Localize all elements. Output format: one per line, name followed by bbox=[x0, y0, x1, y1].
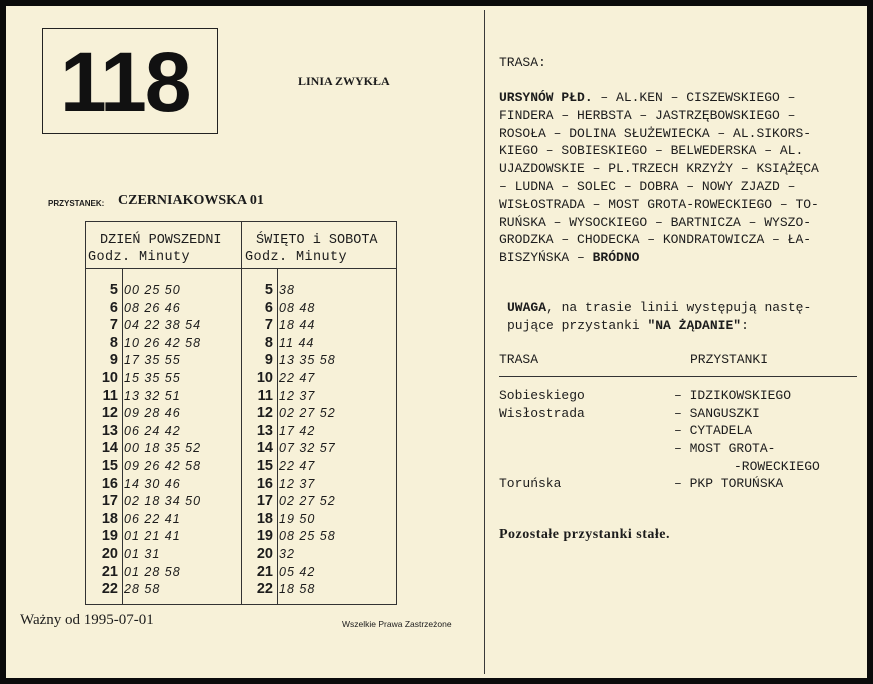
hour-cell: 16 bbox=[101, 475, 118, 492]
minutes-cell: 08 48 bbox=[279, 300, 316, 315]
request-route-item: Sobieskiego bbox=[499, 388, 585, 403]
minutes-cell: 12 37 bbox=[279, 388, 316, 403]
minutes-cell: 13 35 58 bbox=[279, 353, 336, 368]
hour-cell: 7 bbox=[109, 317, 118, 334]
minutes-cell: 18 44 bbox=[279, 318, 316, 333]
hour-cell: 17 bbox=[101, 493, 118, 510]
hour-cell: 19 bbox=[256, 528, 273, 545]
minutes-cell: 09 28 46 bbox=[124, 406, 181, 421]
minutes-cell: 14 30 46 bbox=[124, 476, 181, 491]
minutes-cell: 01 31 bbox=[124, 546, 161, 561]
hour-cell: 21 bbox=[256, 563, 273, 580]
line-number: 118 bbox=[60, 35, 190, 129]
minutes-cell: 07 32 57 bbox=[279, 441, 336, 456]
route-title: TRASA: bbox=[499, 55, 546, 70]
hour-cell: 14 bbox=[256, 440, 273, 457]
stop-name: CZERNIAKOWSKA 01 bbox=[118, 193, 264, 208]
hour-cell: 5 bbox=[264, 282, 273, 298]
hour-cell: 9 bbox=[109, 352, 118, 369]
minutes-cell: 00 18 35 52 bbox=[124, 441, 202, 456]
minutes-cell: 00 25 50 bbox=[124, 283, 181, 297]
minutes-cell: 38 bbox=[279, 283, 295, 297]
hour-cell: 22 bbox=[101, 581, 118, 598]
minutes-cell: 11 44 bbox=[279, 335, 315, 350]
request-header-line bbox=[499, 376, 857, 377]
weekday-title: DZIEŃ POWSZEDNI bbox=[100, 233, 222, 248]
minutes-cell: 22 47 bbox=[279, 370, 316, 385]
minutes-cell: 05 42 bbox=[279, 564, 316, 579]
minutes-cell: 10 26 42 58 bbox=[124, 335, 202, 350]
notice-line: UWAGA, na trasie linii występują nastę- bbox=[507, 300, 812, 315]
minutes-cell: 15 35 55 bbox=[124, 370, 181, 385]
hour-cell: 14 bbox=[101, 440, 118, 457]
minutes-cell: 04 22 38 54 bbox=[124, 318, 202, 333]
route-line: KIEGO – SOBIESKIEGO – BELWEDERSKA – AL. bbox=[499, 143, 804, 159]
minutes-cell: 02 18 34 50 bbox=[124, 494, 202, 509]
route-description bbox=[499, 89, 859, 267]
holiday-title: ŚWIĘTO i SOBOTA bbox=[256, 233, 378, 248]
minutes-cell: 01 21 41 bbox=[124, 529, 181, 544]
minutes-cell: 01 28 58 bbox=[124, 564, 181, 579]
route-line: RUŃSKA – WYSOCKIEGO – BARTNICZA – WYSZO- bbox=[499, 214, 812, 230]
minutes-cell: 08 26 46 bbox=[124, 300, 181, 315]
minutes-cell: 02 27 52 bbox=[279, 494, 336, 509]
stop-label: PRZYSTANEK: bbox=[48, 199, 105, 208]
hour-cell: 11 bbox=[102, 387, 118, 404]
weekday-hour-line bbox=[122, 269, 123, 605]
minutes-cell: 13 32 51 bbox=[124, 388, 181, 403]
timetable-table bbox=[85, 221, 397, 605]
minutes-cell: 28 58 bbox=[124, 582, 161, 597]
hour-cell: 18 bbox=[256, 510, 273, 527]
route-line: GRODZKA – CHODECKA – KONDRATOWICZA – ŁA- bbox=[499, 232, 812, 248]
table-header-line bbox=[86, 268, 396, 269]
hour-cell: 6 bbox=[109, 299, 118, 316]
rights-notice: Wszelkie Prawa Zastrzeżone bbox=[342, 619, 452, 629]
hour-cell: 6 bbox=[264, 299, 273, 316]
request-stop-item: – PKP TORUŃSKA bbox=[674, 476, 784, 491]
minutes-cell: 17 35 55 bbox=[124, 353, 181, 368]
holiday-hour-line bbox=[277, 269, 278, 605]
request-route-item: Wisłostrada bbox=[499, 406, 585, 421]
closing-note: Pozostałe przystanki stałe. bbox=[499, 527, 670, 542]
request-stops-header: PRZYSTANKI bbox=[690, 352, 769, 367]
hour-cell: 16 bbox=[256, 475, 273, 492]
hour-cell: 8 bbox=[109, 334, 118, 351]
hour-cell: 5 bbox=[109, 282, 118, 298]
minutes-cell: 12 37 bbox=[279, 476, 316, 491]
hour-cell: 21 bbox=[101, 563, 118, 580]
hour-cell: 19 bbox=[101, 528, 118, 545]
hour-cell: 11 bbox=[257, 387, 273, 404]
request-route-item: Toruńska bbox=[499, 476, 562, 491]
hour-cell: 10 bbox=[256, 369, 273, 386]
request-stop-item: – CYTADELA bbox=[674, 423, 753, 438]
valid-from: Ważny od 1995-07-01 bbox=[20, 612, 154, 628]
minutes-cell: 06 22 41 bbox=[124, 511, 181, 526]
hour-cell: 12 bbox=[101, 405, 118, 422]
hour-cell: 22 bbox=[256, 581, 273, 598]
request-stop-item: – IDZIKOWSKIEGO bbox=[674, 388, 792, 403]
minutes-cell: 06 24 42 bbox=[124, 423, 181, 438]
route-line: FINDERA – HERBSTA – JASTRZĘBOWSKIEGO – bbox=[499, 107, 796, 123]
hour-cell: 7 bbox=[264, 317, 273, 334]
minutes-cell: 09 26 42 58 bbox=[124, 458, 202, 473]
hour-cell: 12 bbox=[256, 405, 273, 422]
line-type: LINIA ZWYKŁA bbox=[298, 74, 390, 88]
request-stop-item: – SANGUSZKI bbox=[674, 406, 760, 421]
minutes-cell: 22 47 bbox=[279, 458, 316, 473]
holiday-subtitle: Godz. Minuty bbox=[245, 250, 348, 265]
minutes-cell: 32 bbox=[279, 546, 295, 561]
minutes-cell: 17 42 bbox=[279, 423, 316, 438]
route-line: URSYNÓW PŁD. – AL.KEN – CISZEWSKIEGO – bbox=[499, 90, 796, 105]
request-stop-item: -ROWECKIEGO bbox=[734, 459, 820, 474]
minutes-cell: 02 27 52 bbox=[279, 406, 336, 421]
route-line: – LUDNA – SOLEC – DOBRA – NOWY ZJAZD – bbox=[499, 178, 796, 194]
weekday-subtitle: Godz. Minuty bbox=[88, 250, 191, 265]
hour-cell: 20 bbox=[256, 545, 273, 562]
hour-cell: 13 bbox=[101, 422, 118, 439]
minutes-cell: 08 25 58 bbox=[279, 529, 336, 544]
route-line: UJAZDOWSKIE – PL.TRZECH KRZYŻY – KSIĄŻĘCA bbox=[499, 161, 819, 177]
route-line: WISŁOSTRADA – MOST GROTA-ROWECKIEGO – TO- bbox=[499, 196, 819, 212]
request-route-header: TRASA bbox=[499, 352, 539, 367]
hour-cell: 17 bbox=[256, 493, 273, 510]
hour-cell: 15 bbox=[101, 457, 118, 474]
route-line: ROSOŁA – DOLINA SŁUŻEWIECKA – AL.SIKORS- bbox=[499, 125, 812, 141]
hour-cell: 13 bbox=[256, 422, 273, 439]
hour-cell: 10 bbox=[101, 369, 118, 386]
request-stop-item: – MOST GROTA- bbox=[674, 441, 776, 456]
route-line: BISZYŃSKA – BRÓDNO bbox=[499, 250, 640, 266]
minutes-cell: 19 50 bbox=[279, 511, 316, 526]
minutes-cell: 18 58 bbox=[279, 582, 316, 597]
hour-cell: 9 bbox=[264, 352, 273, 369]
hour-cell: 15 bbox=[256, 457, 273, 474]
request-stop-notice bbox=[507, 299, 857, 334]
hour-cell: 8 bbox=[264, 334, 273, 351]
hour-cell: 20 bbox=[101, 545, 118, 562]
page-divider bbox=[484, 10, 485, 674]
notice-line: pujące przystanki "NA ŻĄDANIE": bbox=[507, 317, 749, 333]
hour-cell: 18 bbox=[101, 510, 118, 527]
